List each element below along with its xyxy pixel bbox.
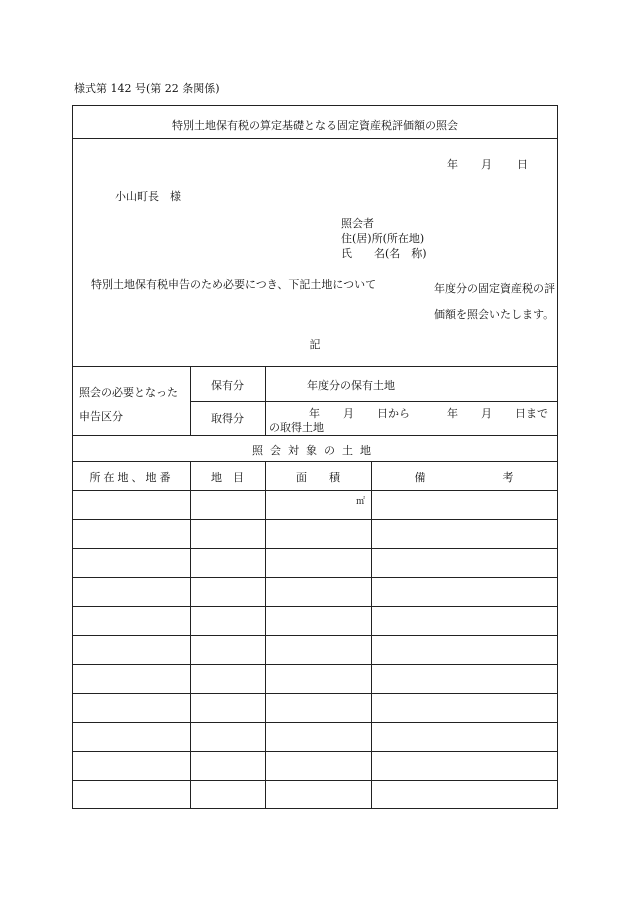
table-row-line — [73, 519, 557, 520]
col-remarks: 備 考 — [414, 471, 514, 484]
sender-label: 照会者 — [341, 217, 374, 230]
land-header-top — [73, 435, 557, 436]
body-text-2: 年度分の固定資産税の評価額を照会いたします。 — [434, 282, 555, 321]
holding-label: 保有分 — [211, 379, 244, 392]
table-row-line — [73, 577, 557, 578]
date-day: 日 — [517, 158, 528, 171]
table-row-line — [73, 664, 557, 665]
col-location: 所在地、地番 — [89, 471, 174, 484]
acq-month: 月 — [343, 407, 354, 420]
title-divider — [73, 138, 557, 139]
land-header-bottom — [73, 461, 557, 462]
acq-year2: 年 — [447, 407, 458, 420]
col-land-category: 地 目 — [211, 471, 244, 484]
col-area: 面 積 — [296, 471, 340, 484]
acq-line2: の取得土地 — [269, 421, 324, 434]
body-text-1: 特別土地保有税申告のため必要につき、下記土地について — [91, 278, 377, 291]
addressee: 小山町長 様 — [115, 190, 181, 203]
sender-address-label: 住(居)所(所在地) — [341, 232, 425, 245]
category-hdivider — [190, 401, 557, 402]
form-number: 様式第 142 号(第 22 条関係) — [74, 82, 220, 95]
date-month: 月 — [481, 158, 492, 171]
ki-mark: 記 — [309, 338, 321, 351]
table-row-line — [73, 548, 557, 549]
table-column-line — [371, 461, 372, 808]
body-text-2a — [434, 276, 556, 328]
sender-name-label: 氏 名(名 称) — [341, 247, 427, 260]
table-row-line — [73, 693, 557, 694]
table-row-line — [73, 780, 557, 781]
inquiry-form — [72, 105, 558, 809]
category-label-line2: 申告区分 — [79, 410, 123, 423]
table-row-line — [73, 751, 557, 752]
acq-from: 日から — [377, 407, 410, 420]
table-column-line — [190, 461, 191, 808]
table-row-line — [73, 606, 557, 607]
form-title: 特別土地保有税の算定基礎となる固定資産税評価額の照会 — [172, 119, 458, 132]
table-header-line — [73, 490, 557, 491]
holding-text: 年度分の保有土地 — [307, 379, 395, 392]
acq-month2: 月 — [481, 407, 492, 420]
area-unit: ㎡ — [356, 497, 366, 507]
acq-until: 日まで — [515, 407, 548, 420]
section-divider — [73, 366, 557, 367]
acq-year: 年 — [309, 407, 320, 420]
category-label-line1: 照会の必要となった — [79, 386, 178, 399]
table-row-line — [73, 635, 557, 636]
table-column-line — [265, 461, 266, 808]
table-row-line — [73, 722, 557, 723]
land-header: 照会対象の土地 — [252, 444, 378, 457]
date-year: 年 — [447, 158, 458, 171]
acquisition-label: 取得分 — [211, 412, 244, 425]
